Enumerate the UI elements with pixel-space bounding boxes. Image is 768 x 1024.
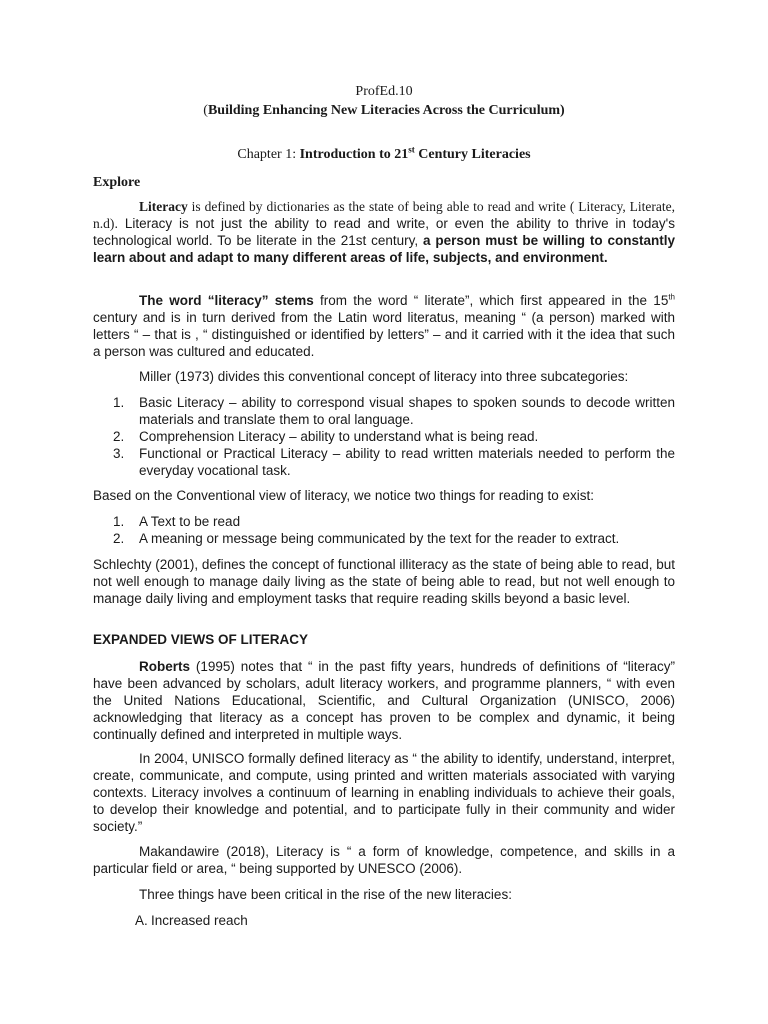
list-item: A. Increased reach — [135, 913, 248, 928]
reading-list — [93, 513, 675, 547]
paragraph-text-a: from the word “ literate”, which first appeared in the 15 — [313, 293, 669, 308]
explore-paragraph-1 — [93, 198, 675, 266]
list-item: 1. Basic Literacy – ability to correspond visual shapes to spoken sounds to decode written materials and translate them to oral language. — [113, 395, 675, 427]
chapter-title-a: Introduction to 21 — [299, 147, 409, 162]
list-item: 1. A Text to be read — [113, 514, 241, 529]
paragraph-text: . Literacy is not just the ability to read and write, or even the ability to thrive in today's technological world. To be literate in the 21st century, — [93, 216, 675, 248]
list-item: 3. Functional or Practical Literacy – ability to read written materials needed to perform the everyday vocational task. — [113, 446, 675, 478]
explore-paragraph-4: Based on the Conventional view of literacy, we notice two things for reading to exist: — [93, 488, 595, 503]
course-title-text: Building Enhancing New Literacies Across the Curriculum) — [207, 103, 565, 118]
chapter-heading — [0, 144, 768, 163]
paragraph-bold-text: a person must be willing to constantly learn about and adapt to many different areas of life, subjects, and environment. — [93, 233, 676, 265]
course-title — [0, 103, 768, 119]
literacy-term: Literacy — [139, 199, 188, 214]
paragraph-text: (1995) notes that “ in the past fifty years, hundreds of definitions of “literacy” have been advanced by scholars, adult literacy workers, and programme planners, “ with even the United Nations Educational, Scientific, and Cultural Organization (UNISCO, 2006) acknowledging that literacy as a concept has proven to be complex and dynamic, it being continually defined and interpreted in multiple ways. — [93, 659, 675, 742]
list-item: 2. A meaning or message being communicated by the text for the reader to extract. — [113, 531, 620, 546]
section-heading: EXPANDED VIEWS OF LITERACY — [93, 632, 309, 647]
chapter-title-sup: st — [408, 144, 415, 155]
course-code: ProfEd.10 — [355, 84, 413, 99]
list-item: 2. Comprehension Literacy – ability to understand what is being read. — [113, 429, 539, 444]
course-title-paren: ( — [203, 103, 208, 118]
expanded-paragraph-4: Three things have been critical in the rise of the new literacies: — [139, 887, 512, 902]
paragraph-bold-lead: The word “literacy” stems — [139, 293, 314, 308]
miller-list — [93, 394, 675, 479]
roberts-name: Roberts — [139, 659, 191, 674]
explore-paragraph-5: Schlechty (2001), defines the concept of functional illiteracy as the state of being able to read, but not well enough to manage daily living as the state of being able to read, but not well enough to manage daily living and employment tasks that require reading skills beyond a basic level. — [93, 557, 675, 606]
superscript: th — [668, 292, 675, 302]
new-literacies-list — [93, 912, 675, 929]
expanded-paragraph-2: In 2004, UNISCO formally defined literacy as “ the ability to identify, understand, interpret, create, communicate, and compute, using printed and written materials associated with varying contexts. Literacy involves a continuum of learning in enabling individuals to achieve their goals, to develop their knowledge and potential, and to participate fully in their community and wider society.” — [93, 751, 675, 834]
expanded-paragraph-3: Makandawire (2018), Literacy is “ a form of knowledge, competence, and skills in a particular field or area, “ being supported by UNESCO (2006). — [93, 844, 675, 876]
explore-paragraph-2 — [93, 292, 675, 360]
paragraph-text-b: century and is in turn derived from the Latin word literatus, meaning “ (a person) marked with letters “ – that is , “ distinguished or identified by letters” – and it carried with it the idea that such a person was cultured and educated. — [93, 310, 675, 359]
chapter-prefix: Chapter 1: — [237, 147, 300, 162]
chapter-title-b: Century Literacies — [414, 147, 531, 162]
expanded-paragraph-1 — [93, 658, 675, 743]
explore-paragraph-3: Miller (1973) divides this conventional concept of literacy into three subcategories: — [139, 369, 629, 384]
definition-text: is defined by dictionaries as the state of being able to read and write ( Literacy, Literate, n.d) — [93, 199, 675, 231]
explore-heading: Explore — [93, 175, 141, 190]
